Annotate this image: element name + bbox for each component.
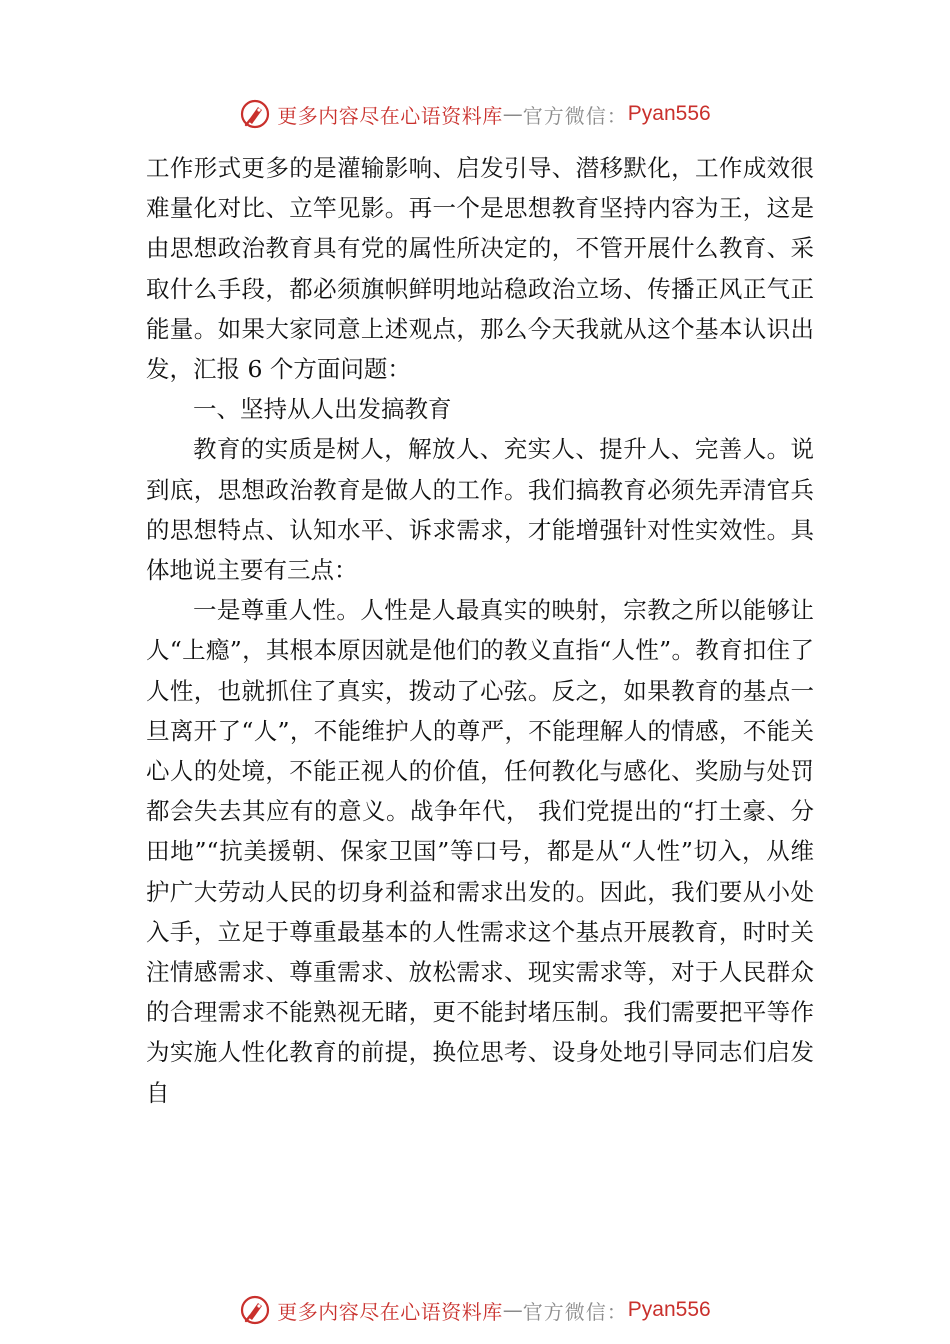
watermark-label: 官方微信： <box>522 103 628 128</box>
watermark-wechat-id: Pyan556 <box>627 1298 711 1321</box>
watermark-wechat-id: Pyan556 <box>627 102 711 125</box>
pen-nib-logo-icon <box>239 1294 271 1326</box>
section-heading: 一、坚持从人出发搞教育 <box>193 395 452 424</box>
header-watermark <box>0 94 950 134</box>
paragraph-point-one: 一是尊重人性。人性是人最真实的映射，宗教之所以能够让人“上瘾”，其根本原因就是他们的教义直指“人性”。教育扣住了人性，也就抓住了真实，拨动了心弦。反之，如果教育的基点一旦离开了“人”，不能维护人的尊严，不能理解人的情感，不能关心人的处境，不能正视人的价值，任何教化与感化、奖励与处罚都会失去其应有的意义。战争年代， 我们党提出的“打土豪、分田地”“抗美援朝、保家卫国”等口号，都是从“人性”切入，从维护广大劳动人民的切身利益和需求出发的。因此，我们要从小处入手，立足于尊重最基本的人性需求这个基点开展教育，时时关注情感需求、尊重需求、放松需求、现实需求等，对于人民群众的合理需求不能熟视无睹，更不能封堵压制。我们需要把平等作为实施人性化教育的前提，换位思考、设身处地引导同志们启发自 <box>146 596 814 1107</box>
pen-nib-logo-icon <box>239 98 271 130</box>
watermark-separator: — <box>502 102 523 126</box>
footer-watermark <box>0 1290 950 1330</box>
paragraph-continuation: 工作形式更多的是灌输影响、启发引导、潜移默化，工作成效很难量化对比、立竿见影。再一个是思想教育坚持内容为王，这是由思想政治教育具有党的属性所决定的，不管开展什么教育、采取什么手段，都必须旗帜鲜明地站稳政治立场、传播正风正气正能量。如果大家同意上述观点，那么今天我就从这个基本认识出发，汇报 6 个方面问题： <box>146 154 814 384</box>
watermark-site-text: 更多内容尽在心语资料库 <box>277 1299 503 1324</box>
watermark-label: 官方微信： <box>522 1299 628 1324</box>
paragraph-intro: 教育的实质是树人，解放人、充实人、提升人、完善人。说到底，思想政治教育是做人的工作。我们搞教育必须先弄清官兵的思想特点、认知水平、诉求需求，才能增强针对性实效性。具体地说主要有三点： <box>146 435 814 585</box>
watermark-separator: — <box>502 1298 523 1322</box>
document-body <box>146 148 814 1113</box>
watermark-site-text: 更多内容尽在心语资料库 <box>277 103 503 128</box>
